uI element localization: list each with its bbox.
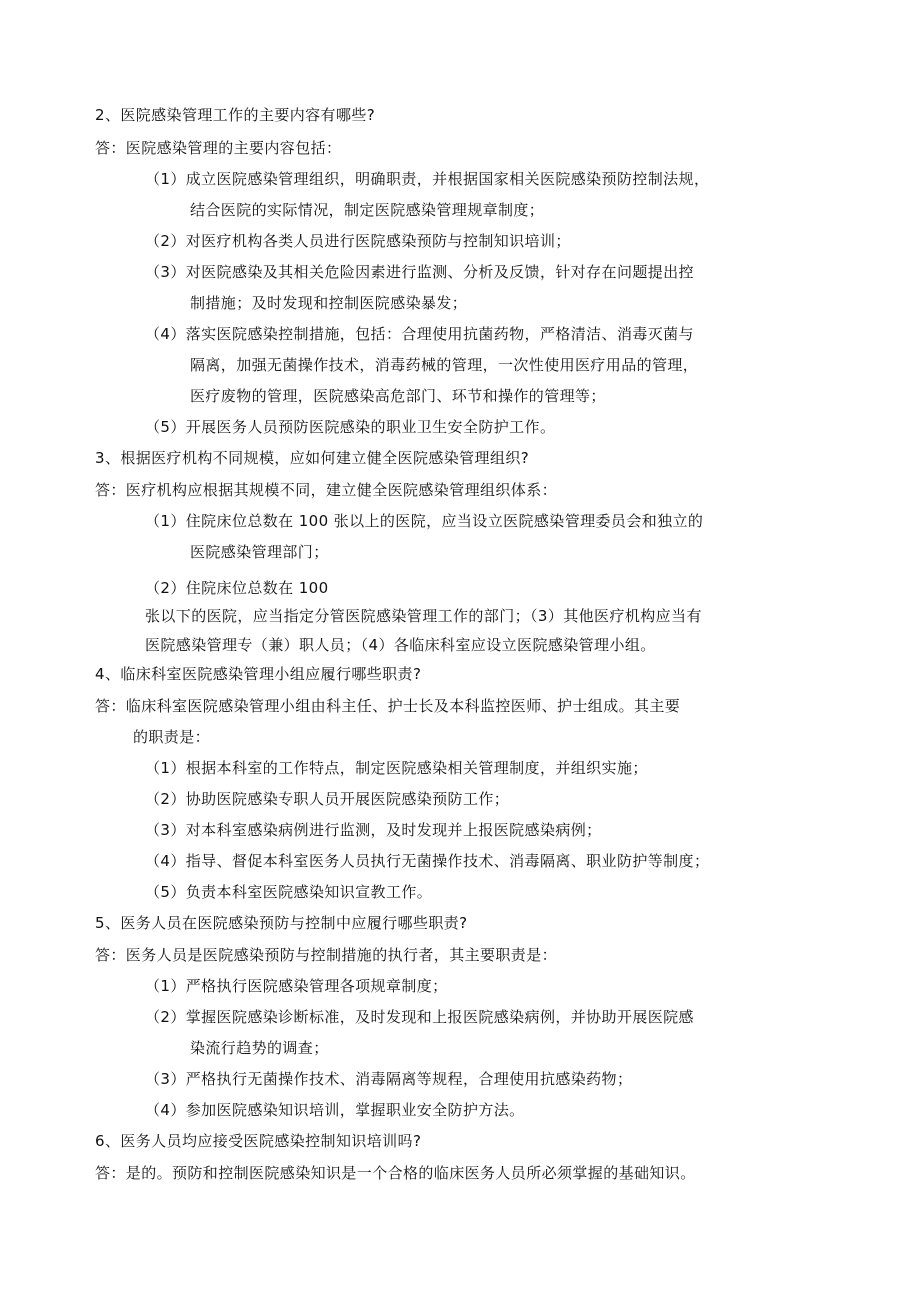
answer-2-item-3-cont: 制措施；及时发现和控制医院感染暴发；	[190, 294, 468, 312]
answer-2-item-1: （1）成立医院感染管理组织，明确职责，并根据国家相关医院感染预防控制法规，	[145, 170, 710, 188]
question-5-heading: 5、医务人员在医院感染预防与控制中应履行哪些职责?	[95, 914, 468, 932]
answer-3-item-1: （1）住院床位总数在 100 张以上的医院，应当设立医院感染管理委员会和独立的	[145, 512, 704, 530]
answer-5-item-3: （3）严格执行无菌操作技术、消毒隔离等规程，合理使用抗感染药物；	[145, 1070, 633, 1088]
answer-6: 答：是的。预防和控制医院感染知识是一个合格的临床医务人员所必须掌握的基础知识。	[95, 1164, 696, 1182]
answer-3-item-2-cont: 张以下的医院，应当指定分管医院感染管理工作的部门；（3）其他医疗机构应当有	[145, 607, 702, 625]
question-3-heading: 3、根据医疗机构不同规模，应如何建立健全医院感染管理组织?	[95, 449, 530, 467]
answer-5-item-2-cont: 染流行趋势的调查；	[190, 1039, 329, 1057]
answer-2-item-1-cont: 结合医院的实际情况，制定医院感染管理规章制度；	[190, 201, 545, 219]
answer-4-intro: 答：临床科室医院感染管理小组由科主任、护士长及本科监控医师、护士组成。其主要	[95, 697, 681, 715]
answer-2-item-4-cont-2: 医疗废物的管理，医院感染高危部门、环节和操作的管理等；	[190, 387, 606, 405]
answer-4-item-3: （3）对本科室感染病例进行监测，及时发现并上报医院感染病例；	[145, 821, 602, 839]
answer-3-item-1-cont: 医院感染管理部门；	[190, 543, 329, 561]
answer-3-intro: 答：医疗机构应根据其规模不同，建立健全医院感染管理组织体系：	[95, 481, 558, 499]
answer-2-item-2: （2）对医疗机构各类人员进行医院感染预防与控制知识培训；	[145, 232, 571, 250]
answer-2-item-5: （5）开展医务人员预防医院感染的职业卫生安全防护工作。	[145, 418, 556, 436]
question-2-heading: 2、医院感染管理工作的主要内容有哪些?	[95, 106, 376, 124]
answer-2-item-3: （3）对医院感染及其相关危险因素进行监测、分析及反馈，针对存在问题提出控	[145, 263, 694, 281]
question-6-heading: 6、医务人员均应接受医院感染控制知识培训吗?	[95, 1132, 422, 1150]
answer-5-item-4: （4）参加医院感染知识培训，掌握职业安全防护方法。	[145, 1101, 525, 1119]
answer-2-item-4: （4）落实医院感染控制措施，包括：合理使用抗菌药物，严格清洁、消毒灭菌与	[145, 325, 694, 343]
answer-5-item-1: （1）严格执行医院感染管理各项规章制度；	[145, 977, 448, 995]
answer-2-intro: 答：医院感染管理的主要内容包括：	[95, 139, 342, 157]
answer-4-item-5: （5）负责本科室医院感染知识宣教工作。	[145, 883, 433, 901]
answer-4-item-4: （4）指导、督促本科室医务人员执行无菌操作技术、消毒隔离、职业防护等制度；	[145, 852, 710, 870]
answer-5-item-2: （2）掌握医院感染诊断标准，及时发现和上报医院感染病例，并协助开展医院感	[145, 1008, 694, 1026]
answer-3-item-2: （2）住院床位总数在 100	[145, 579, 329, 597]
answer-5-intro: 答：医务人员是医院感染预防与控制措施的执行者，其主要职责是：	[95, 946, 558, 964]
question-4-heading: 4、临床科室医院感染管理小组应履行哪些职责?	[95, 665, 422, 683]
answer-2-item-4-cont-1: 隔离，加强无菌操作技术，消毒药械的管理，一次性使用医疗用品的管理，	[190, 356, 699, 374]
answer-3-item-2-cont-2: 医院感染管理专（兼）职人员；（4）各临床科室应设立医院感染管理小组。	[145, 636, 656, 654]
answer-4-item-2: （2）协助医院感染专职人员开展医院感染预防工作；	[145, 790, 510, 808]
answer-4-item-1: （1）根据本科室的工作特点，制定医院感染相关管理制度，并组织实施；	[145, 759, 648, 777]
answer-4-intro-cont: 的职责是：	[133, 728, 211, 746]
